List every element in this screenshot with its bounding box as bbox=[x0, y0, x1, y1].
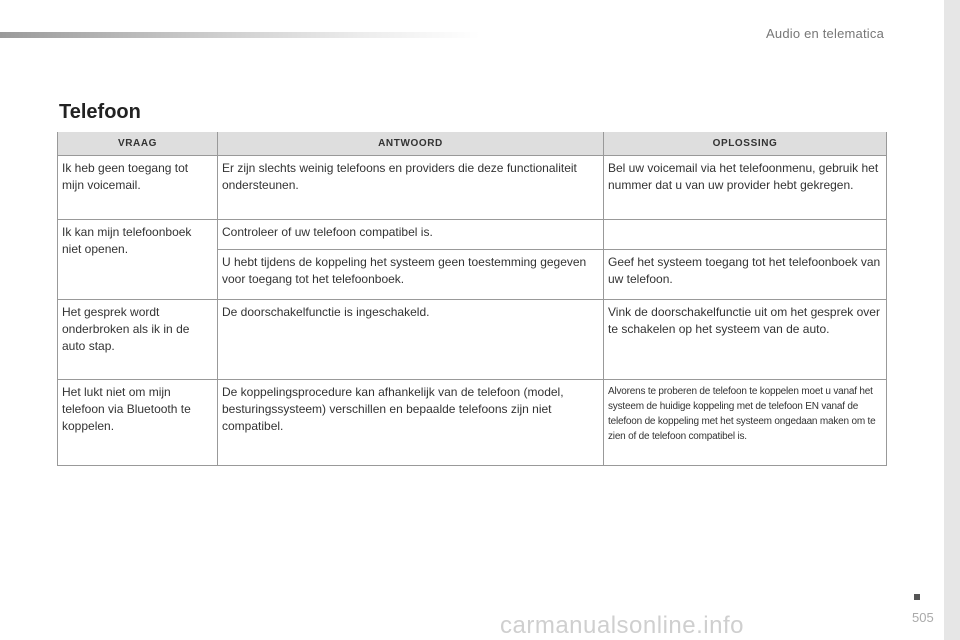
solution-cell: Geef het systeem toegang tot het telefoonboek van uw telefoon. bbox=[604, 250, 887, 300]
answer-cell: De doorschakelfunctie is ingeschakeld. bbox=[218, 300, 604, 380]
table-row bbox=[58, 300, 887, 380]
solution-cell: Alvorens te proberen de telefoon te koppelen moet u vanaf het systeem de huidige koppeling met de telefoon EN vanaf de telefoon de koppeling met het systeem ongedaan maken om te zien of de telefoon compatibel is. bbox=[604, 380, 887, 466]
header-gradient-bar bbox=[0, 32, 480, 38]
answer-cell: De koppelingsprocedure kan afhankelijk van de telefoon (model, besturingssysteem) verschillen en bepaalde telefoons zijn niet compatibel. bbox=[218, 380, 604, 466]
table-row bbox=[58, 380, 887, 466]
page-number: 505 bbox=[912, 610, 934, 625]
solution-cell: Bel uw voicemail via het telefoonmenu, gebruik het nummer dat u van uw provider hebt gekregen. bbox=[604, 156, 887, 220]
column-header-vraag: VRAAG bbox=[58, 132, 218, 156]
page-edge-strip bbox=[944, 0, 960, 640]
column-header-antwoord: ANTWOORD bbox=[218, 132, 604, 156]
page-title: Telefoon bbox=[59, 101, 141, 123]
solution-cell bbox=[604, 220, 887, 250]
table-header-row bbox=[58, 132, 887, 156]
page-marker-icon bbox=[914, 594, 920, 600]
answer-cell: U hebt tijdens de koppeling het systeem geen toestemming gegeven voor toegang tot het telefoonboek. bbox=[218, 250, 604, 300]
troubleshooting-table bbox=[57, 132, 887, 466]
question-cell: Het lukt niet om mijn telefoon via Bluetooth te koppelen. bbox=[58, 380, 218, 466]
question-cell: Het gesprek wordt onderbroken als ik in de auto stap. bbox=[58, 300, 218, 380]
section-label: Audio en telematica bbox=[766, 26, 884, 41]
table-row bbox=[58, 156, 887, 220]
table-row bbox=[58, 220, 887, 250]
answer-cell: Controleer of uw telefoon compatibel is. bbox=[218, 220, 604, 250]
question-cell: Ik kan mijn telefoonboek niet openen. bbox=[58, 220, 218, 300]
column-header-oplossing: OPLOSSING bbox=[604, 132, 887, 156]
answer-cell: Er zijn slechts weinig telefoons en providers die deze functionaliteit ondersteunen. bbox=[218, 156, 604, 220]
question-cell: Ik heb geen toegang tot mijn voicemail. bbox=[58, 156, 218, 220]
watermark: carmanualsonline.info bbox=[500, 612, 744, 639]
solution-cell: Vink de doorschakelfunctie uit om het gesprek over te schakelen op het systeem van de auto. bbox=[604, 300, 887, 380]
